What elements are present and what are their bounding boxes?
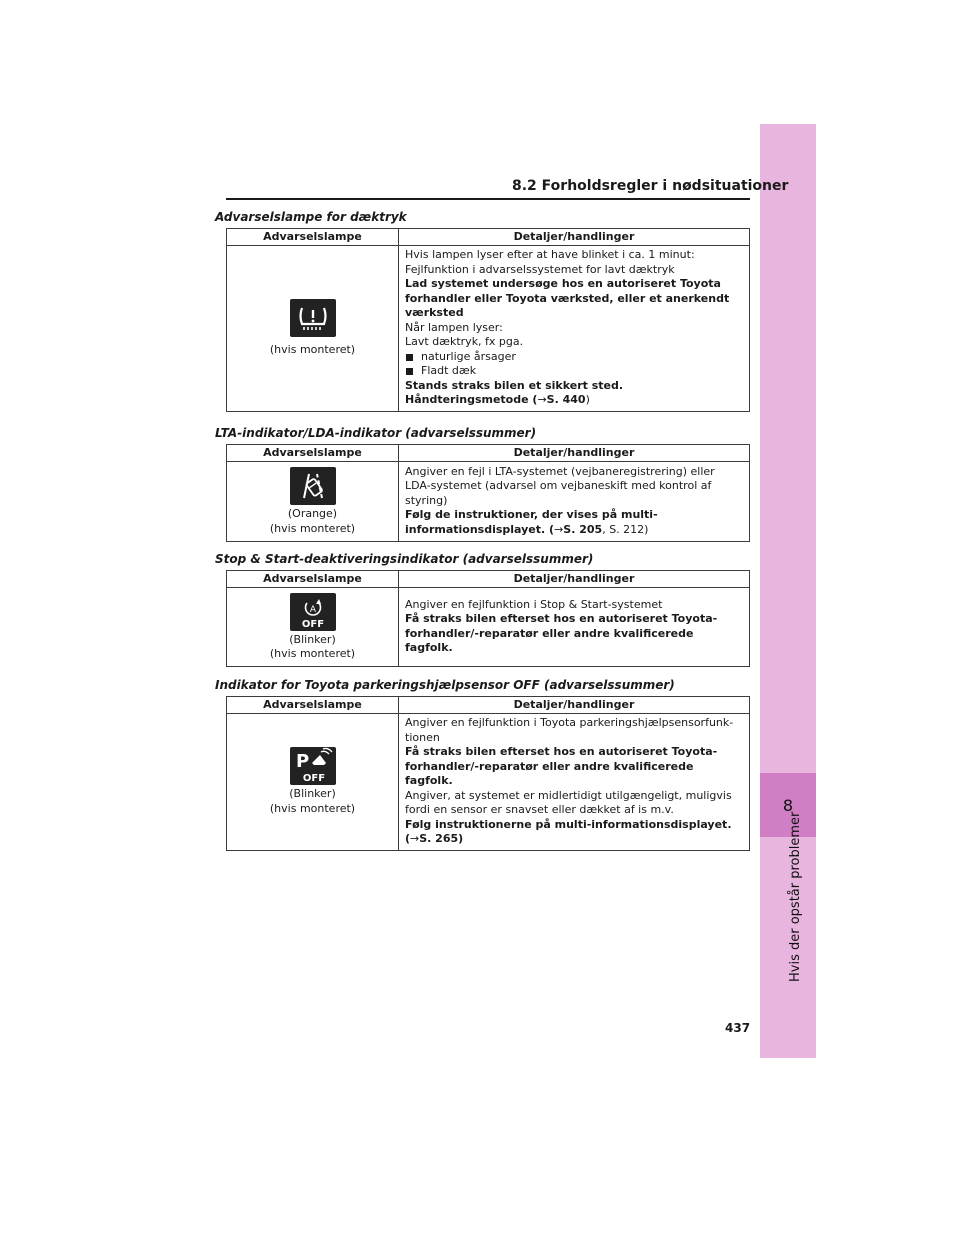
detail-line: Fejlfunktion i advarselssystemet for lavt dæktryk — [405, 262, 675, 276]
details-cell — [399, 246, 750, 412]
lamp-caption-blink: (Blinker) — [289, 787, 336, 801]
section-title: Stop & Start-deaktiveringsindikator (advarselssummer) — [215, 552, 594, 566]
detail-line: Angiver, at systemet er midlertidigt utilgængeligt, muligvis fordi en sensor er snavset eller dækket af is m.v. — [405, 788, 732, 816]
section-title: Advarselslampe for dæktryk — [215, 210, 407, 224]
detail-line: Stands straks bilen et sikkert sted. Håndteringsmetode (→S. 440) — [405, 378, 624, 407]
column-header-lamp: Advarselslampe — [227, 697, 399, 714]
section-header-title: 8.2 Forholdsregler i nødsituationer — [512, 178, 789, 194]
tire-pressure-warning-icon — [290, 299, 336, 337]
warning-table-lane-assist — [226, 444, 750, 542]
lamp-cell — [227, 714, 399, 851]
column-header-details: Detaljer/handlinger — [399, 571, 750, 588]
lamp-cell — [227, 462, 399, 542]
detail-line: Angiver en fejl i LTA-systemet (vejbaneregistrering) eller LDA-systemet (advarsel om vejbaneskift med kontrol af styring) — [405, 464, 715, 507]
arrow-icon: → — [537, 393, 547, 407]
chapter-number: 8 — [782, 795, 794, 815]
arrow-icon: → — [410, 832, 420, 845]
detail-line: Få straks bilen efterset hos en autoriseret Toyota-forhandler/-reparatør eller andre kvalificerede fagfolk. — [405, 745, 718, 787]
lamp-cell — [227, 246, 399, 412]
warning-table-stop-start — [226, 570, 750, 667]
icon-letter: A — [309, 604, 316, 615]
icon-off-label: OFF — [302, 773, 325, 785]
table-row — [227, 714, 750, 851]
table-header-row — [227, 445, 750, 462]
detail-line: Angiver en fejlfunktion i Stop & Start-systemet — [405, 597, 663, 611]
parking-sensor-off-icon — [290, 747, 336, 785]
page-reference-link[interactable]: S. 440 — [546, 393, 586, 407]
column-header-details: Detaljer/handlinger — [399, 229, 750, 246]
detail-line: Lad systemet undersøge hos en autoriseret Toyota forhandler eller Toyota værksted, eller et anerkendt værksted — [405, 277, 730, 320]
lamp-caption: (hvis monteret) — [269, 801, 356, 815]
details-cell — [399, 588, 750, 667]
lamp-cell — [227, 588, 399, 667]
stop-start-off-icon — [290, 593, 336, 631]
arrow-icon: → — [554, 522, 564, 536]
column-header-lamp: Advarselslampe — [227, 445, 399, 462]
details-cell — [399, 714, 750, 851]
table-row — [227, 462, 750, 542]
lamp-caption: (hvis monteret) — [269, 647, 356, 660]
bullet-square-icon — [406, 354, 413, 361]
detail-line: Hvis lampen lyser efter at have blinket i ca. 1 minut: — [405, 248, 695, 262]
details-cell — [399, 462, 750, 542]
icon-letter: P — [295, 751, 309, 773]
column-header-lamp: Advarselslampe — [227, 229, 399, 246]
bullet-item: naturlige årsager — [405, 350, 743, 365]
detail-line: (→S. 265) — [405, 832, 464, 845]
section-title: LTA-indikator/LDA-indikator (advarselssummer) — [215, 426, 537, 440]
warning-table-parking-sensor — [226, 696, 750, 851]
warning-table-tire-pressure — [226, 228, 750, 412]
bullet-item: Fladt dæk — [405, 364, 743, 379]
detail-line: Følg de instruktioner, der vises på multi-informationsdisplayet. (→S. 205, S. 212) — [405, 508, 658, 536]
column-header-lamp: Advarselslampe — [227, 571, 399, 588]
table-header-row — [227, 229, 750, 246]
table-row — [227, 588, 750, 667]
icon-off-label: OFF — [301, 618, 324, 630]
column-header-details: Detaljer/handlinger — [399, 697, 750, 714]
chapter-title-vertical: Hvis der opstår problemer — [788, 811, 803, 982]
bullet-square-icon — [406, 368, 413, 375]
detail-line: Følg instruktionerne på multi-informationsdisplayet. — [405, 817, 732, 831]
table-header-row — [227, 697, 750, 714]
section-title: Indikator for Toyota parkeringshjælpsensor OFF (advarselssummer) — [215, 678, 675, 692]
lamp-caption: (hvis monteret) — [269, 343, 356, 357]
lamp-caption-color: (Orange) — [287, 507, 338, 520]
column-header-details: Detaljer/handlinger — [399, 445, 750, 462]
detail-line: Få straks bilen efterset hos en autoriseret Toyota-forhandler/-reparatør eller andre kvalificerede fagfolk. — [405, 612, 718, 654]
lamp-caption: (hvis monteret) — [269, 521, 356, 535]
page-reference-link[interactable]: S. 205 — [563, 522, 603, 536]
detail-line: Lavt dæktryk, fx pga. — [405, 335, 524, 349]
table-header-row — [227, 571, 750, 588]
table-row — [227, 246, 750, 412]
page-number: 437 — [725, 1021, 751, 1035]
lane-assist-warning-icon — [290, 467, 336, 505]
detail-line: Når lampen lyser: — [405, 320, 503, 334]
lamp-caption-blink: (Blinker) — [289, 632, 336, 646]
detail-line: Angiver en fejlfunktion i Toyota parkeringshjælpsensorfunk-tionen — [405, 716, 734, 744]
header-rule — [226, 198, 750, 200]
page-reference-link[interactable]: S. 265 — [419, 832, 459, 845]
